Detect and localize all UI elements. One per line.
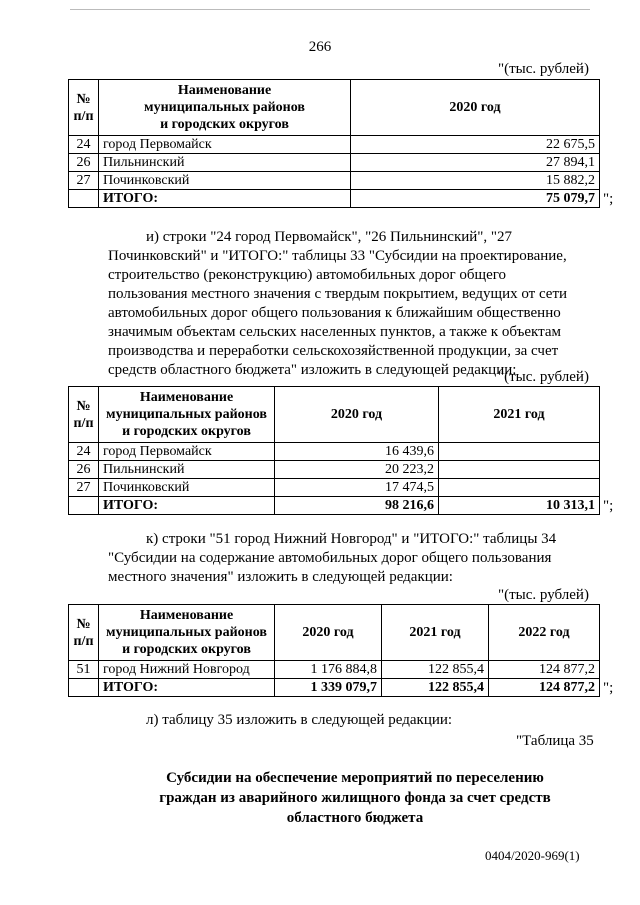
col-2020: 2020 год [275,387,439,443]
paragraph-l: л) таблицу 35 изложить в следующей редакции: [146,712,453,728]
table-header-row: № п/п Наименование муниципальных районов и городских округов 2020 год 2021 год 2022 год [69,605,600,661]
table-row: 51 город Нижний Новгород 1 176 884,8 122 855,4 124 877,2 [69,661,600,679]
table-34-new [68,604,600,697]
table-total-row: ИТОГО: 1 339 079,7 122 855,4 124 877,2 [69,679,600,697]
unit-label-1: "(тыс. рублей) [498,61,589,77]
top-rule [70,9,590,10]
closing-mark: "; [603,680,614,696]
closing-mark: "; [603,498,614,514]
table-header-row: № п/п Наименование муниципальных районов и городских округов 2020 год [69,80,600,136]
table-35-label: "Таблица 35 [516,733,594,749]
table-total-row: ИТОГО: 98 216,6 10 313,1 [69,497,600,515]
col-2020: 2020 год [275,605,382,661]
table-row: 24 город Первомайск 22 675,5 [69,136,600,154]
unit-label-3: "(тыс. рублей) [498,587,589,603]
table-33-old [68,79,600,208]
table-35-title: Субсидии на обеспечение мероприятий по переселению граждан из аварийного жилищного фонда за счет средств областного бюджета [159,770,551,826]
table-total-row: ИТОГО: 75 079,7 [69,190,600,208]
closing-mark: "; [603,191,614,207]
table-row: 26 Пильнинский 27 894,1 [69,154,600,172]
document-code: 0404/2020-969(1) [485,848,580,863]
paragraph-i: и) строки "24 город Первомайск", "26 Пильнинский", "27 Починковский" и "ИТОГО:" таблицы 33 "Субсидии на проектирование, строительство (реконструкцию) автомобильных дорог общего пользования местного значения с твердым покрытием, ведущих от сети автомобильных дорог общего пользования к ближайшим общественно значимым объектам сельских населенных пунктов, а также к объектам производства и переработки сельскохозяйственной продукции, за счет средств областного бюджета" изложить в следующей редакции: [108,229,568,378]
table-row: 24 город Первомайск 16 439,6 [69,443,600,461]
table-row: 27 Починковский 17 474,5 [69,479,600,497]
table-row: 27 Починковский 15 882,2 [69,172,600,190]
col-2020: 2020 год [351,80,600,136]
col-2022: 2022 год [489,605,600,661]
unit-label-2: "(тыс. рублей) [498,369,589,385]
table-row: 26 Пильнинский 20 223,2 [69,461,600,479]
table-header-row: № п/п Наименование муниципальных районов и городских округов 2020 год 2021 год [69,387,600,443]
col-2021: 2021 год [439,387,600,443]
col-2021: 2021 год [382,605,489,661]
table-33-new [68,386,600,515]
paragraph-k: к) строки "51 город Нижний Новгород" и "ИТОГО:" таблицы 34 "Субсидии на содержание автомобильных дорог общего пользования местного значения" изложить в следующей редакции: [108,531,557,585]
page-number: 266 [308,39,332,55]
